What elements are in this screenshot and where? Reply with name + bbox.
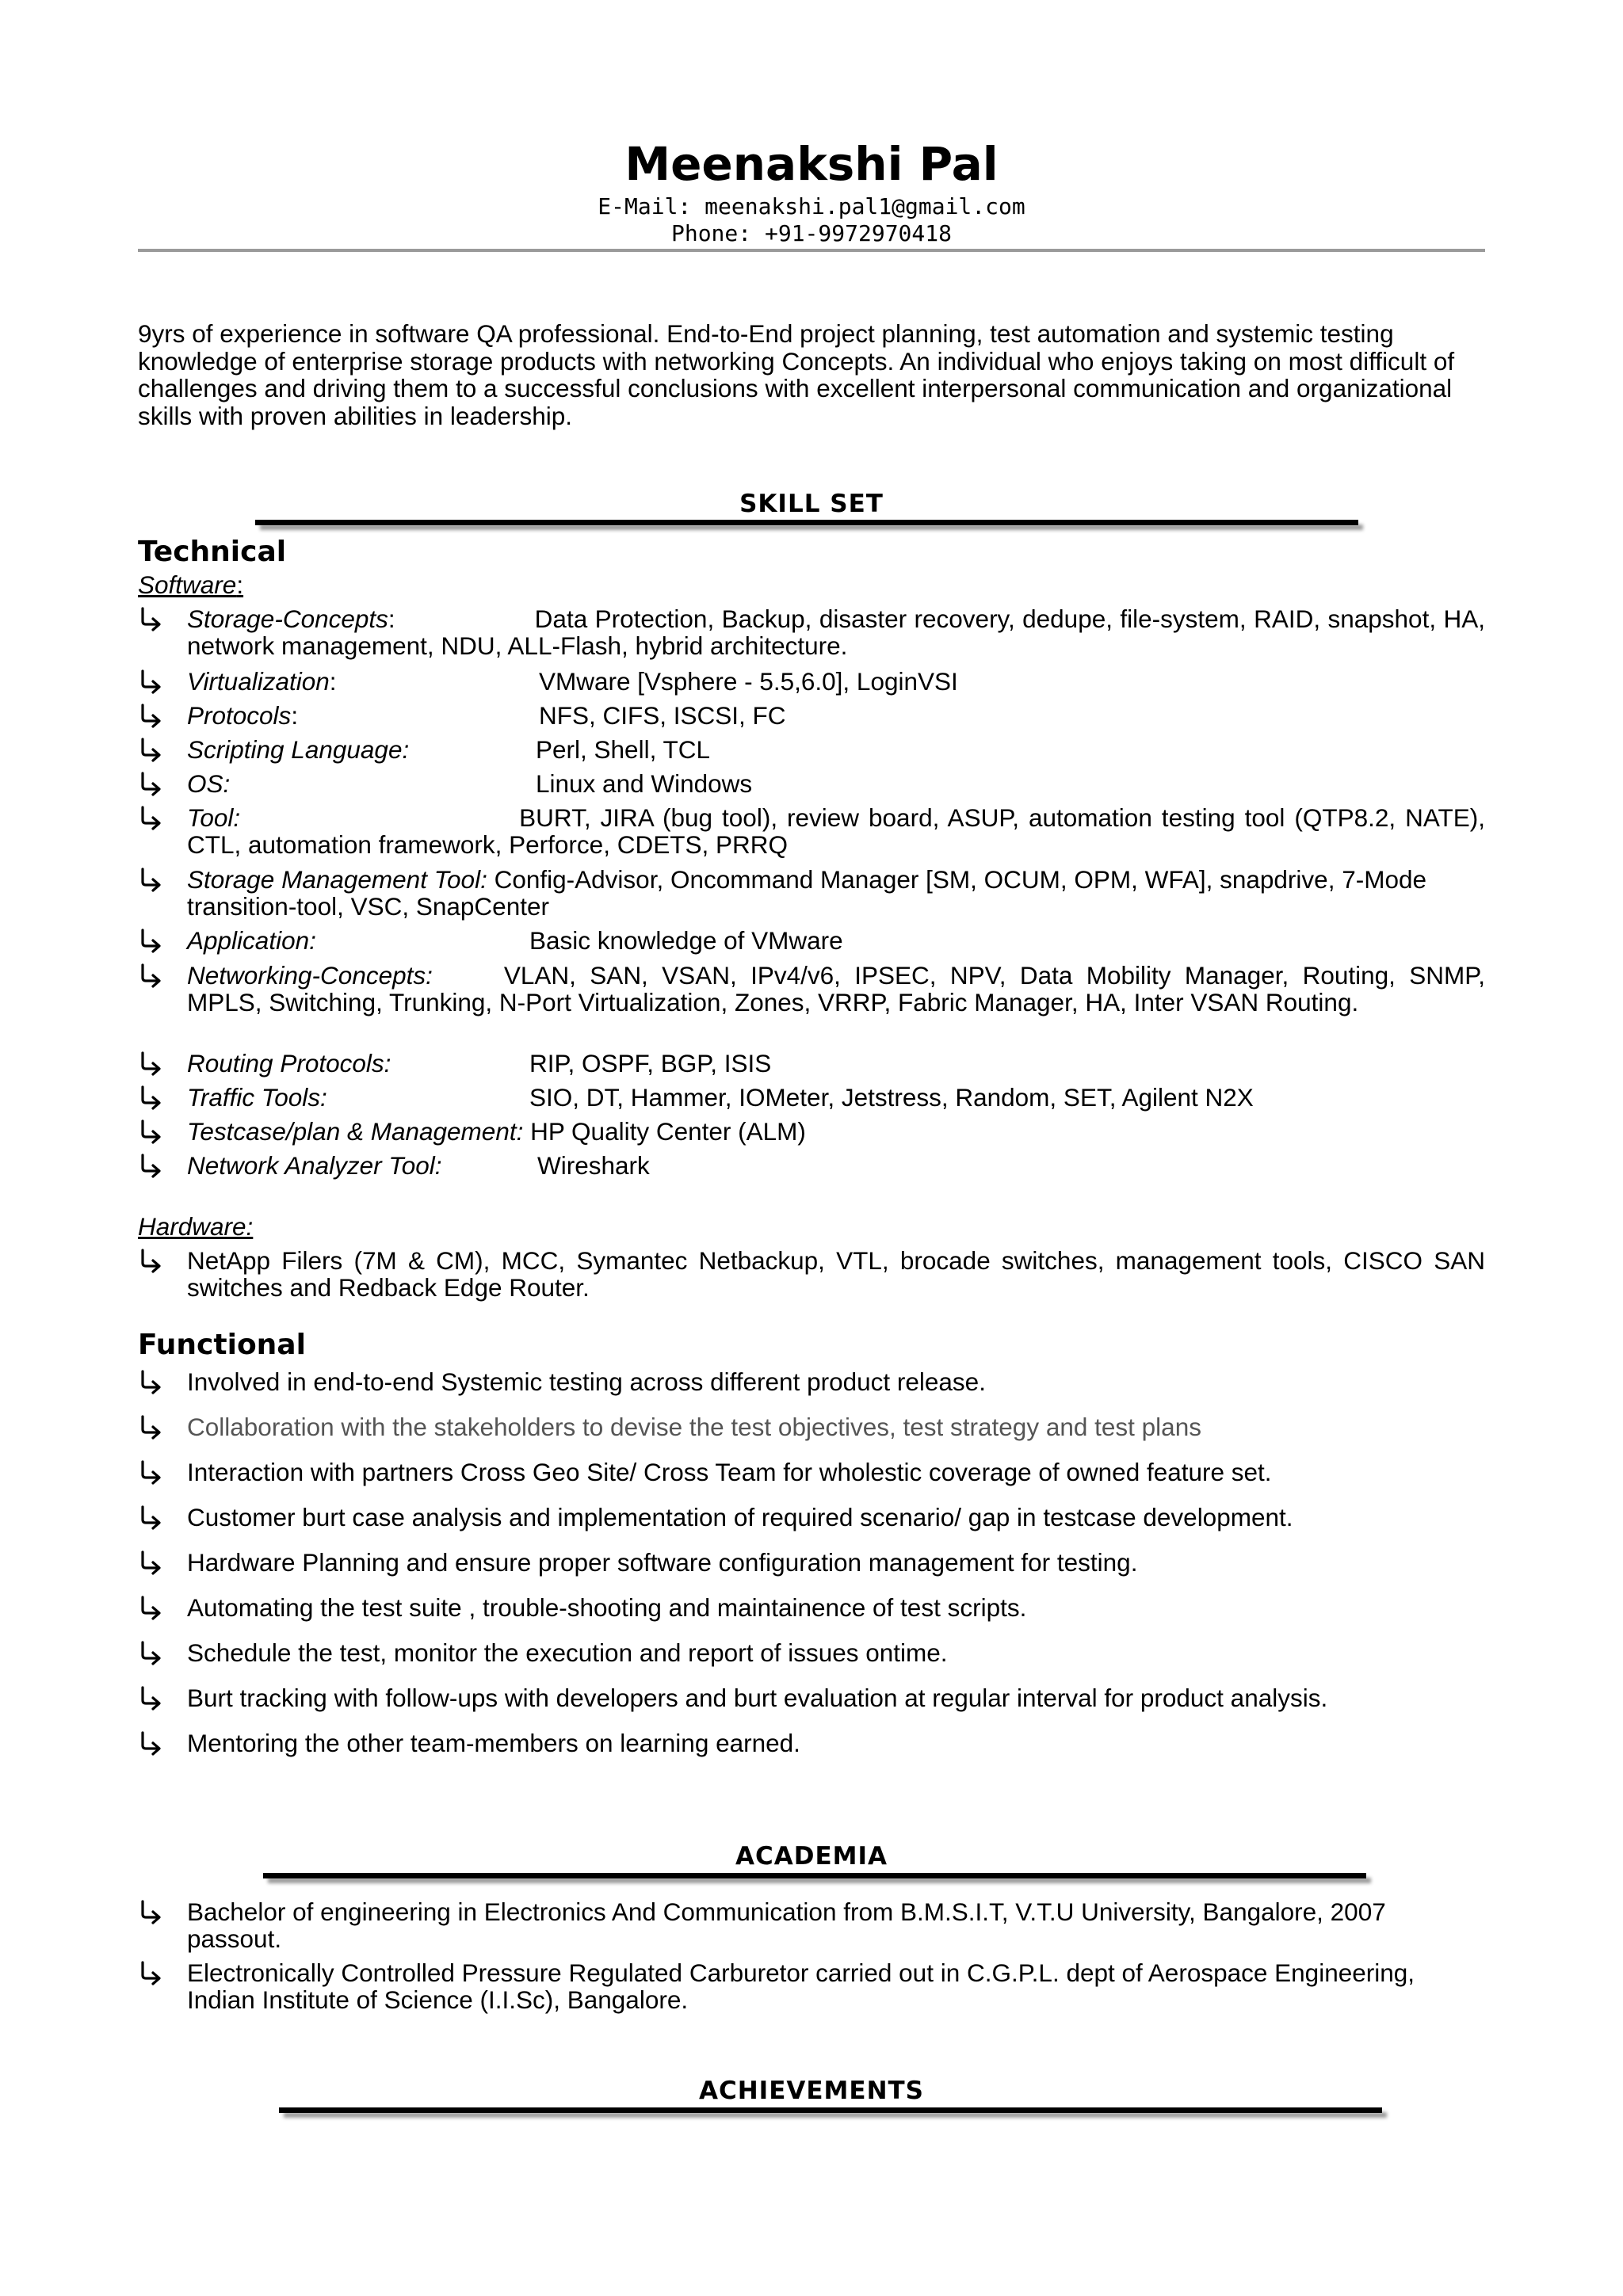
software-item-value: VMware [Vsphere - 5.5,6.0], LoginVSI <box>539 667 958 696</box>
software-item-value: RIP, OSPF, BGP, ISIS <box>529 1049 772 1077</box>
functional-item-text: Automating the test suite , trouble-shooting and maintainence of test scripts. <box>187 1593 1027 1622</box>
arrow-down-right-icon <box>138 1152 174 1179</box>
software-item-text <box>187 1084 1485 1111</box>
software-item-text <box>187 736 1485 763</box>
functional-item-text: Schedule the test, monitor the execution and report of issues ontime. <box>187 1638 948 1667</box>
arrow-down-right-icon <box>138 1118 174 1145</box>
section-bar-skill-set <box>255 520 1358 525</box>
software-item-text <box>187 770 1485 797</box>
email-line: E-Mail: meenakshi.pal1@gmail.com <box>598 193 1025 219</box>
phone-line: Phone: +91-9972970418 <box>670 220 952 246</box>
software-item-label: Storage-Concepts <box>187 605 388 633</box>
software-item-label: Scripting Language: <box>187 735 410 764</box>
academia-item-text: Bachelor of engineering in Electronics And Communication from B.M.S.I.T, V.T.U University, Bangalore, 2007 passout. <box>187 1897 1386 1953</box>
software-item-value: HP Quality Center (ALM) <box>530 1117 806 1146</box>
software-item-value: Wireshark <box>537 1151 650 1180</box>
arrow-down-right-icon <box>138 1959 174 1986</box>
software-item-value: Perl, Shell, TCL <box>536 735 711 764</box>
software-item-text <box>187 1118 1485 1145</box>
functional-item-text: Burt tracking with follow-ups with developers and burt evaluation at regular interval for product analysis. <box>187 1684 1328 1712</box>
software-label: Software <box>138 570 237 599</box>
software-item-text <box>187 605 1485 659</box>
arrow-down-right-icon <box>138 1549 174 1576</box>
arrow-down-right-icon <box>138 927 174 954</box>
functional-item-text: Involved in end-to-end Systemic testing across different product release. <box>187 1367 986 1396</box>
arrow-down-right-icon <box>138 1898 174 1925</box>
software-item-value: Basic knowledge of VMware <box>529 926 843 955</box>
profile-summary: 9yrs of experience in software QA professional. End-to-End project planning, test automation and systemic testing knowledge of enterprise storage products with networking Concepts. An individual who enjoys taking on most difficult of challenges and driving them to a successful conclusions with excellent interpersonal communication and organizational skills with proven abilities in leadership. <box>138 319 1455 430</box>
arrow-down-right-icon <box>138 668 174 695</box>
section-title-achievements: ACHIEVEMENTS <box>698 2077 924 2105</box>
software-item-value: BURT, JIRA (bug tool), review board, ASUP, automation testing tool (QTP8.2, NATE), CTL, automation framework, Perforce, CDETS, PRRQ <box>187 803 1485 859</box>
subcategory-software <box>138 570 243 599</box>
section-title-skill-set: SKILL SET <box>739 490 884 518</box>
software-item-text <box>187 668 1485 695</box>
arrow-down-right-icon <box>138 770 174 797</box>
academia-item-text: Electronically Controlled Pressure Regulated Carburetor carried out in C.G.P.L. dept of Aerospace Engineering, Indian Institute of Science (I.I.Sc), Bangalore. <box>187 1958 1415 2014</box>
arrow-down-right-icon <box>138 605 174 632</box>
software-item-text <box>187 927 1485 954</box>
software-item-value: VLAN, SAN, VSAN, IPv4/v6, IPSEC, NPV, Data Mobility Manager, Routing, SNMP, MPLS, Switching, Trunking, N-Port Virtualization, Zones, VRRP, Fabric Manager, HA, Inter VSAN Routing. <box>187 961 1485 1016</box>
software-item-sep: : <box>291 701 299 730</box>
arrow-down-right-icon <box>138 1504 174 1531</box>
arrow-down-right-icon <box>138 702 174 729</box>
software-item-label: Networking-Concepts: <box>187 961 433 990</box>
software-item-text <box>187 866 1485 920</box>
header-divider <box>138 249 1485 252</box>
section-title-academia: ACADEMIA <box>735 1842 888 1871</box>
subheading-technical: Technical <box>138 536 287 568</box>
functional-item-text: Hardware Planning and ensure proper software configuration management for testing. <box>187 1548 1138 1577</box>
software-item-label: Storage Management Tool: <box>187 865 487 894</box>
software-item-value: Config-Advisor, Oncommand Manager [SM, OCUM, OPM, WFA], snapdrive, 7-Mode transition-tool, VSC, SnapCenter <box>187 865 1426 921</box>
arrow-down-right-icon <box>138 1459 174 1486</box>
functional-item-text: Mentoring the other team-members on learning earned. <box>187 1729 800 1757</box>
arrow-down-right-icon <box>138 1050 174 1077</box>
software-colon: : <box>236 570 244 599</box>
arrow-down-right-icon <box>138 866 174 893</box>
software-item-sep: : <box>329 667 337 696</box>
software-item-sep: : <box>388 605 395 633</box>
arrow-down-right-icon <box>138 804 174 831</box>
subheading-functional: Functional <box>138 1329 306 1361</box>
software-item-label: Traffic Tools: <box>187 1083 327 1112</box>
software-item-label: Tool: <box>187 803 241 832</box>
software-item-text <box>187 804 1485 858</box>
arrow-down-right-icon <box>138 736 174 763</box>
section-bar-achievements <box>279 2107 1382 2113</box>
software-item-label: Testcase/plan & Management: <box>187 1117 524 1146</box>
software-item-text <box>187 1152 1485 1179</box>
software-item-label: OS: <box>187 769 231 798</box>
arrow-down-right-icon <box>138 1084 174 1111</box>
arrow-down-right-icon <box>138 1730 174 1756</box>
software-item-label: Application: <box>187 926 316 955</box>
software-item-value: SIO, DT, Hammer, IOMeter, Jetstress, Random, SET, Agilent N2X <box>529 1083 1254 1112</box>
candidate-name: Meenakshi Pal <box>624 137 999 191</box>
functional-item-text: Customer burt case analysis and implementation of required scenario/ gap in testcase development. <box>187 1503 1293 1531</box>
software-item-text <box>187 962 1485 1016</box>
functional-item-text: Interaction with partners Cross Geo Site/ Cross Team for wholestic coverage of owned feature set. <box>187 1458 1272 1486</box>
arrow-down-right-icon <box>138 1639 174 1666</box>
arrow-down-right-icon <box>138 1684 174 1711</box>
functional-item-text: Collaboration with the stakeholders to devise the test objectives, test strategy and test plans <box>187 1413 1201 1441</box>
software-item-label: Virtualization <box>187 667 330 696</box>
subcategory-hardware: Hardware: <box>138 1212 254 1241</box>
section-bar-academia <box>263 1873 1366 1878</box>
arrow-down-right-icon <box>138 1594 174 1621</box>
arrow-down-right-icon <box>138 962 174 989</box>
software-item-value: Data Protection, Backup, disaster recovery, dedupe, file-system, RAID, snapshot, HA, network management, NDU, ALL-Flash, hybrid architecture. <box>187 605 1485 660</box>
software-item-label: Routing Protocols: <box>187 1049 391 1077</box>
software-item-value: Linux and Windows <box>536 769 753 798</box>
software-item-text <box>187 1050 1485 1077</box>
arrow-down-right-icon <box>138 1413 174 1440</box>
software-item-value: NFS, CIFS, ISCSI, FC <box>539 701 786 730</box>
arrow-down-right-icon <box>138 1368 174 1395</box>
software-item-text <box>187 702 1485 729</box>
software-item-label: Network Analyzer Tool: <box>187 1151 442 1180</box>
arrow-down-right-icon <box>138 1247 174 1274</box>
hardware-item-text: NetApp Filers (7M & CM), MCC, Symantec Netbackup, VTL, brocade switches, management tools, CISCO SAN switches and Redback Edge Router. <box>187 1246 1485 1302</box>
software-item-label: Protocols <box>187 701 292 730</box>
